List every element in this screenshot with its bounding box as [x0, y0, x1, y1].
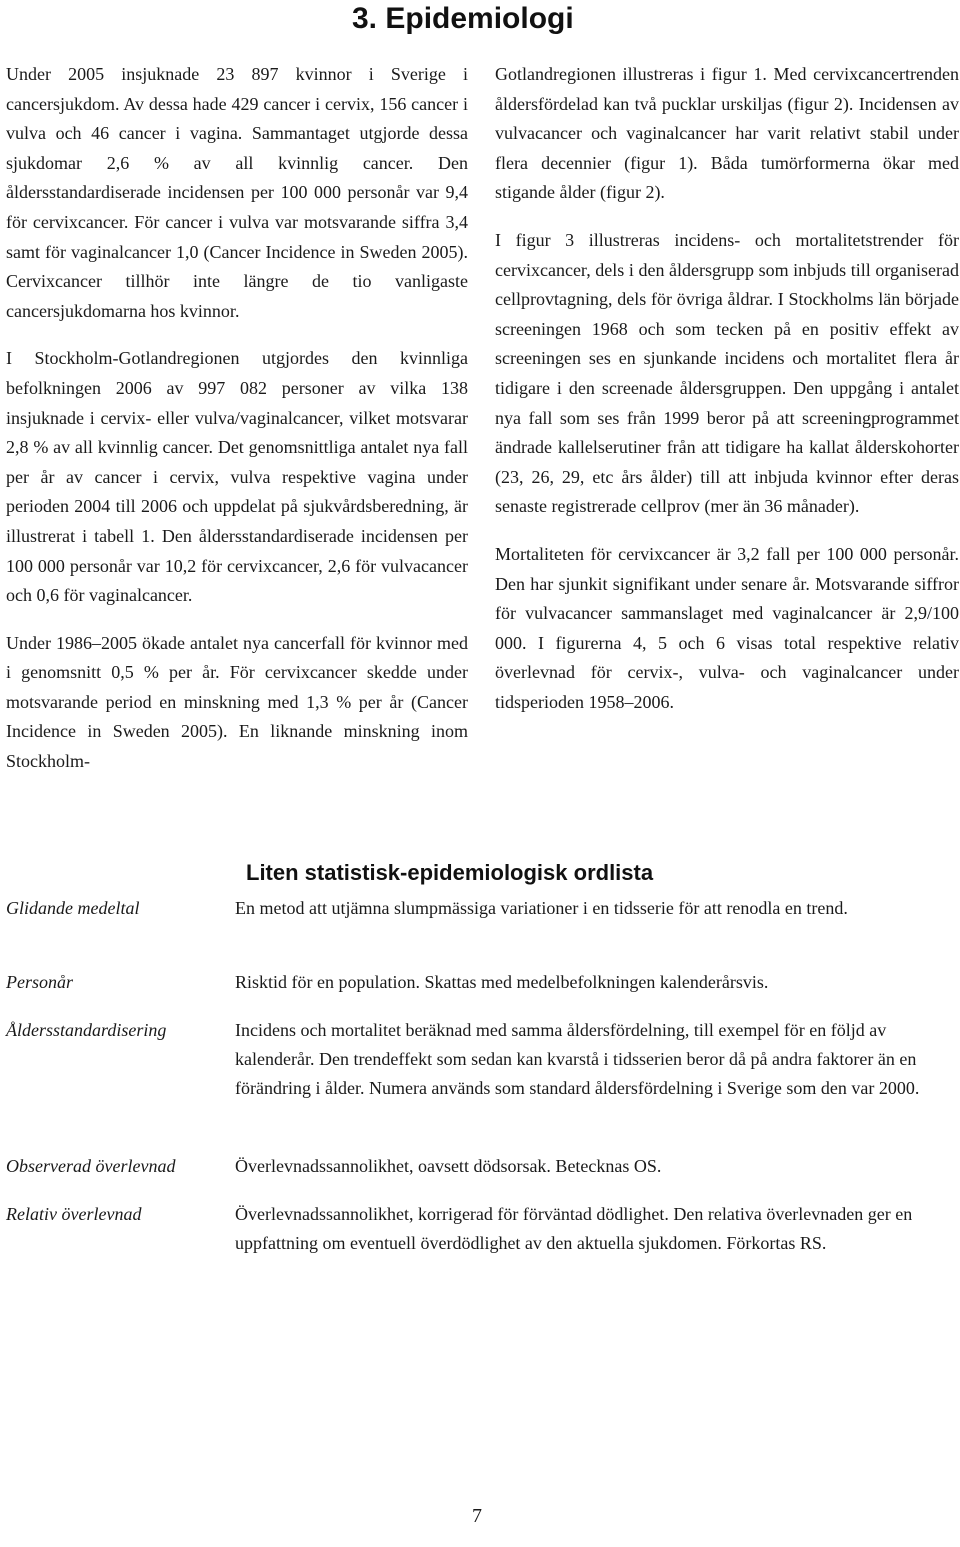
page-number: 7	[472, 1505, 482, 1527]
glossary-term: Åldersstandardisering	[6, 1020, 167, 1040]
glossary-term: Glidande medeltal	[6, 898, 140, 918]
glossary-title: Liten statistisk-epidemiologisk ordlista	[246, 860, 654, 885]
paragraph: Under 1986–2005 ökade antalet nya cancerfall för kvinnor med i genomsnitt 0,5 % per år. För cervixcancer skedde under motsvarande period en minskning med 1,3 % per år (Cancer Incidence in Sweden 2005). En liknande minskning inom Stockholm-	[6, 632, 468, 772]
left-text-column	[6, 60, 468, 795]
paragraph: I figur 3 illustreras incidens- och mortalitetstrender för cervixcancer, dels i den åldersgrupp som inbjuds till organiserad cellprovtagning, dels för övriga åldrar. I Stockholms län började screeningen 1968 och som tecken på en positiv effekt av screeningen ses en sjunkande incidens och mortalitet flera år tidigare i den screenade åldersgruppen. Den uppgång i antalet nya fall som ses från 1999 beror på att screeningprogrammet ändrade kallelserutiner från att tidigare ha kallat ålderskohorter (23, 26, 29, etc års ålder) till att inbjuda kvinnor efter deras senaste registrerade cellprov (mer än 36 månader).	[495, 229, 959, 517]
glossary-definition: Risktid för en population. Skattas med medelbefolkningen kalenderårsvis.	[235, 972, 769, 992]
paragraph: I Stockholm-Gotlandregionen utgjordes den kvinnliga befolkningen 2006 av 997 082 personer av vilka 138 insjuknade i cervix- eller vulva/vaginalcancer, vilket motsvarar 2,8 % av all kvinnlig cancer. Det genomsnittliga antalet nya fall per år av cancer i cervix, vulva respektive vagina under perioden 2004 till 2006 och uppdelat på sjukvårdsberedning, är illustrerat i tabell 1. Den åldersstandardiserade incidensen per 100 000 personår var 10,2 för cervixcancer, 2,6 för vulvacancer och 0,6 för vaginalcancer.	[6, 348, 468, 606]
paragraph: Under 2005 insjuknade 23 897 kvinnor i Sverige i cancersjukdom. Av dessa hade 429 cancer i cervix, 156 cancer i vulva och 46 cancer i vagina. Sammantaget utgjorde dessa sjukdomar 2,6 % av all kvinnlig cancer. Den åldersstandardiserade incidensen per 100 000 personår var 9,4 för cervixcancer. För cancer i vulva var motsvarande siffra 3,4 samt för vaginalcancer 1,0 (Cancer Incidence in Sweden 2005). Cervixcancer tillhör inte längre de tio vanligaste cancersjukdomarna hos kvinnor.	[6, 64, 468, 321]
glossary-definition: Överlevnadssannolikhet, korrigerad för förväntad dödlighet. Den relativa överlevnaden ger en uppfattning om eventuell överdödlighet av den aktuella sjukdomen. Förkortas RS.	[235, 1204, 913, 1253]
paragraph: Mortaliteten för cervixcancer är 3,2 fall per 100 000 personår. Den har sjunkit signifikant under senare år. Motsvarande siffror för vulvacancer sammanslaget med vaginalcancer är 2,9/100 000. I figurerna 4, 5 och 6 visas total respektive relativ överlevnad för cervix-, vulva- och vaginalcancer under tidsperioden 1958–2006.	[495, 543, 959, 712]
glossary-definition: En metod att utjämna slumpmässiga variationer i en tidsserie för att renodla en trend.	[235, 898, 848, 918]
right-text-column	[495, 60, 959, 735]
chapter-title: 3. Epidemiologi	[352, 2, 574, 35]
glossary-term: Observerad överlevnad	[6, 1156, 176, 1176]
paragraph: Gotlandregionen illustreras i figur 1. Med cervixcancertrenden åldersfördelad kan två pucklar urskiljas (figur 2). Incidensen av vulvacancer och vaginalcancer har varit relativt stabil under flera decennier (figur 1). Båda tumörformerna ökar med stigande ålder (figur 2).	[495, 64, 959, 203]
glossary-definition: Överlevnadssannolikhet, oavsett dödsorsak. Betecknas OS.	[235, 1156, 662, 1176]
glossary-term: Relativ överlevnad	[6, 1204, 142, 1224]
glossary-definition: Incidens och mortalitet beräknad med samma åldersfördelning, till exempel för en följd av kalenderår. Den trendeffekt som sedan kan kvarstå i tidsserien beror då på andra faktorer än en förändring i ålder. Numera används som standard åldersfördelning i Sverige som den var 2000.	[235, 1020, 920, 1098]
glossary-term: Personår	[6, 972, 73, 992]
